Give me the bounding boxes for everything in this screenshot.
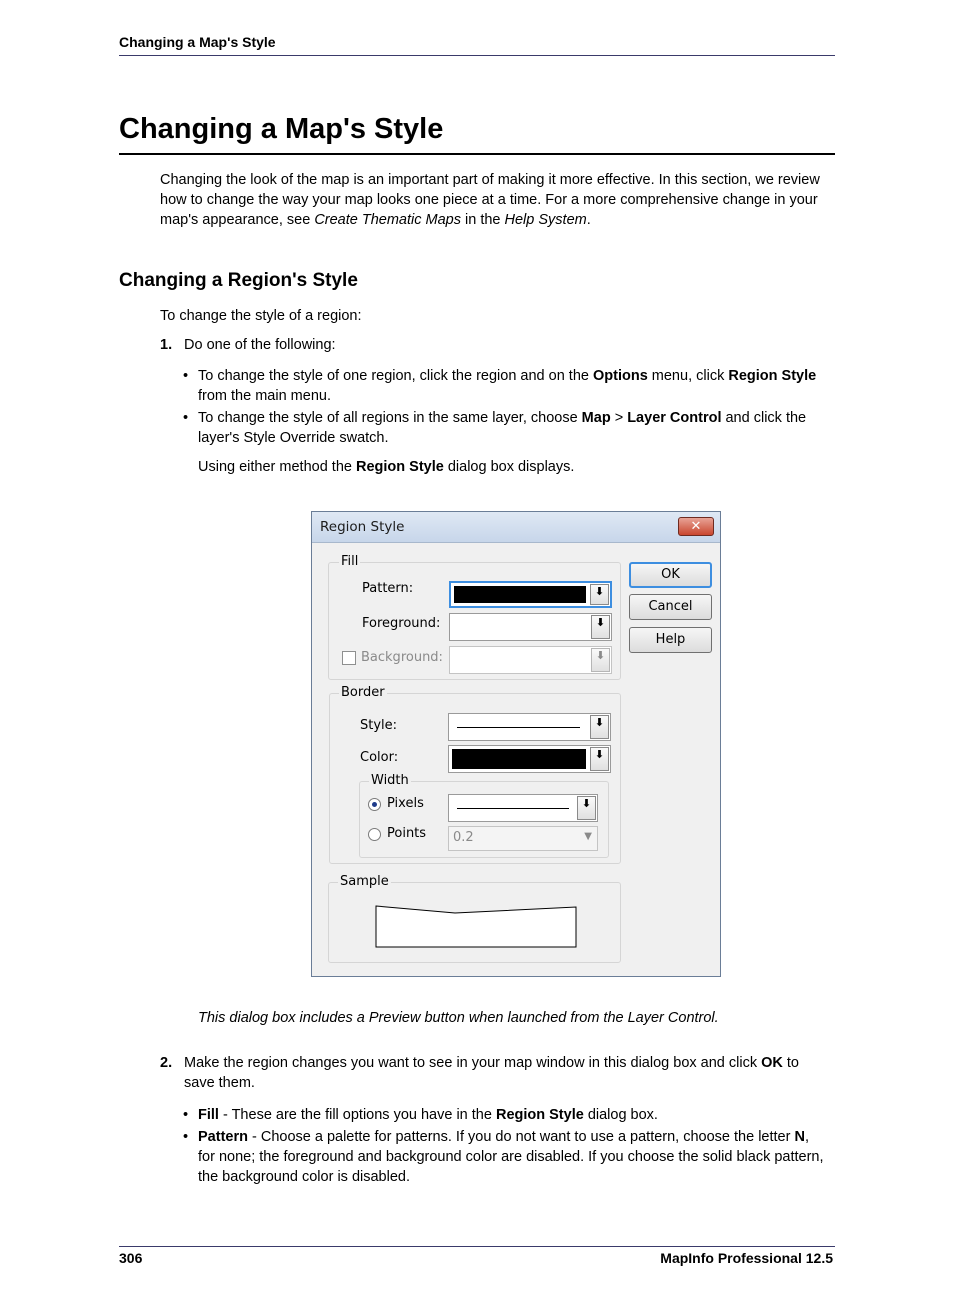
bullet: • xyxy=(183,1107,189,1123)
using-bold: Region Style xyxy=(355,459,444,475)
dropdown-arrow-icon[interactable]: ⬇ xyxy=(590,715,609,739)
lead-text: To change the style of a region: xyxy=(160,308,362,324)
product-name: MapInfo Professional 12.5 xyxy=(660,1250,833,1266)
intro-paragraph xyxy=(160,170,840,230)
item-bold: Region Style xyxy=(495,1107,584,1123)
step-1 xyxy=(160,335,336,355)
fill-group xyxy=(328,554,621,680)
points-radio[interactable] xyxy=(368,828,381,841)
sample-preview xyxy=(375,905,577,948)
bullet-list-1 xyxy=(183,366,843,448)
dropdown-arrow-icon[interactable]: ⬇ xyxy=(590,747,609,771)
border-style-combo[interactable] xyxy=(448,713,611,741)
style-label: Style: xyxy=(360,718,398,733)
item-text: layer's Style Override swatch. xyxy=(198,430,389,446)
intro-text: . xyxy=(586,212,591,228)
pattern-swatch xyxy=(454,586,586,603)
using-text-part: dialog box displays. xyxy=(443,459,575,475)
page-number: 306 xyxy=(119,1250,143,1266)
pattern-label: Pattern: xyxy=(362,581,414,596)
pixels-width-combo[interactable] xyxy=(448,794,598,822)
dropdown-arrow-icon[interactable]: ⬇ xyxy=(591,615,610,639)
step-text: Do one of the following: xyxy=(184,337,336,353)
item-text: To change the style of all regions in the same layer, choose xyxy=(198,410,582,426)
item-text: - Choose a palette for patterns. If you do not want to use a pattern, choose the letter xyxy=(247,1129,795,1145)
figure-caption: This dialog box includes a Preview button when launched from the Layer Control. xyxy=(198,1010,719,1026)
cancel-button[interactable]: Cancel xyxy=(629,594,712,620)
bullet: • xyxy=(183,368,189,384)
color-swatch xyxy=(452,749,586,769)
bullet: • xyxy=(183,410,189,426)
item-text: the background color is disabled. xyxy=(198,1169,410,1185)
pixels-label: Pixels xyxy=(387,796,424,811)
item-text: menu, click xyxy=(647,368,729,384)
list-item xyxy=(183,1105,853,1125)
close-icon[interactable]: ✕ xyxy=(678,517,714,536)
item-text: for none; the foreground and background color are disabled. If you choose the solid black pattern, xyxy=(198,1149,824,1165)
border-group-label: Border xyxy=(341,685,385,700)
region-style-dialog xyxy=(311,511,721,977)
points-width-combo[interactable] xyxy=(448,826,598,851)
item-text: , xyxy=(804,1129,809,1145)
intro-line-3 xyxy=(160,210,840,230)
step-number: 1. xyxy=(160,337,173,353)
points-value: 0.2 xyxy=(453,830,474,845)
intro-line-2: how to change the way your map looks one piece at a time. For a more comprehensive change in your xyxy=(160,192,818,208)
item-bold: Layer Control xyxy=(627,410,722,426)
foreground-combo[interactable] xyxy=(449,613,612,641)
chevron-down-icon[interactable]: ▼ xyxy=(584,831,592,842)
intro-line-1: Changing the look of the map is an important part of making it more effective. In this section, we review xyxy=(160,172,820,188)
item-text: To change the style of one region, click the region and on the xyxy=(198,368,593,384)
item-bold: Options xyxy=(592,368,648,384)
pixels-radio[interactable] xyxy=(368,798,381,811)
points-label: Points xyxy=(387,826,427,841)
background-combo[interactable] xyxy=(449,646,612,674)
intro-text: in the xyxy=(460,212,505,228)
line-style-preview xyxy=(457,727,580,728)
intro-text: map's appearance, see xyxy=(160,212,315,228)
width-group-label: Width xyxy=(371,773,409,788)
dialog-titlebar[interactable] xyxy=(312,512,720,543)
step-text: Make the region changes you want to see in your map window in this dialog box and click xyxy=(184,1055,762,1071)
sample-region-shape xyxy=(376,906,576,947)
radio-selected-dot xyxy=(372,802,377,807)
list-item xyxy=(183,408,843,448)
item-text: from the main menu. xyxy=(198,388,331,404)
line-width-preview xyxy=(457,808,569,809)
step-text: to xyxy=(782,1055,799,1071)
list-item xyxy=(183,1127,853,1187)
bullet: • xyxy=(183,1129,189,1145)
dropdown-arrow-icon[interactable]: ⬇ xyxy=(590,584,609,605)
using-text xyxy=(198,457,574,477)
step-bold: OK xyxy=(761,1055,783,1071)
dropdown-arrow-icon[interactable]: ⬇ xyxy=(577,796,596,820)
item-text: > xyxy=(610,410,628,426)
list-item xyxy=(183,366,843,406)
step-number: 2. xyxy=(160,1055,173,1071)
fill-group-label: Fill xyxy=(341,554,359,569)
width-group xyxy=(359,773,609,858)
border-color-combo[interactable] xyxy=(448,745,611,773)
background-checkbox[interactable] xyxy=(342,651,356,665)
item-text: - These are the fill options you have in the xyxy=(218,1107,496,1123)
item-bold: Region Style xyxy=(728,368,817,384)
sample-group-label: Sample xyxy=(340,874,389,889)
sample-group xyxy=(328,874,621,963)
item-text: and click the xyxy=(721,410,807,426)
intro-ref-help: Help System xyxy=(504,212,587,228)
section-heading: Changing a Region's Style xyxy=(119,270,358,291)
item-bold: Map xyxy=(581,410,611,426)
item-bold: Pattern xyxy=(198,1129,248,1145)
color-label: Color: xyxy=(360,750,399,765)
intro-ref-thematic: Create Thematic Maps xyxy=(314,212,461,228)
help-button[interactable]: Help xyxy=(629,627,712,653)
foreground-label: Foreground: xyxy=(362,616,441,631)
item-text: dialog box. xyxy=(583,1107,658,1123)
page-title: Changing a Map's Style xyxy=(119,113,444,145)
border-group xyxy=(329,685,621,864)
title-rule xyxy=(119,153,835,155)
ok-button[interactable]: OK xyxy=(629,562,712,588)
step-2 xyxy=(160,1053,840,1093)
item-bold: N xyxy=(794,1129,805,1145)
background-label: Background: xyxy=(361,650,443,665)
using-text-part: Using either method the xyxy=(198,459,356,475)
header-rule xyxy=(119,55,835,56)
running-header: Changing a Map's Style xyxy=(119,34,276,50)
footer-rule xyxy=(119,1246,835,1247)
dialog-title: Region Style xyxy=(320,519,405,535)
pattern-combo[interactable] xyxy=(449,581,612,608)
item-bold: Fill xyxy=(198,1107,219,1123)
step-text: save them. xyxy=(184,1075,255,1091)
bullet-list-2 xyxy=(183,1105,853,1187)
dropdown-arrow-icon[interactable]: ⬇ xyxy=(591,648,610,672)
